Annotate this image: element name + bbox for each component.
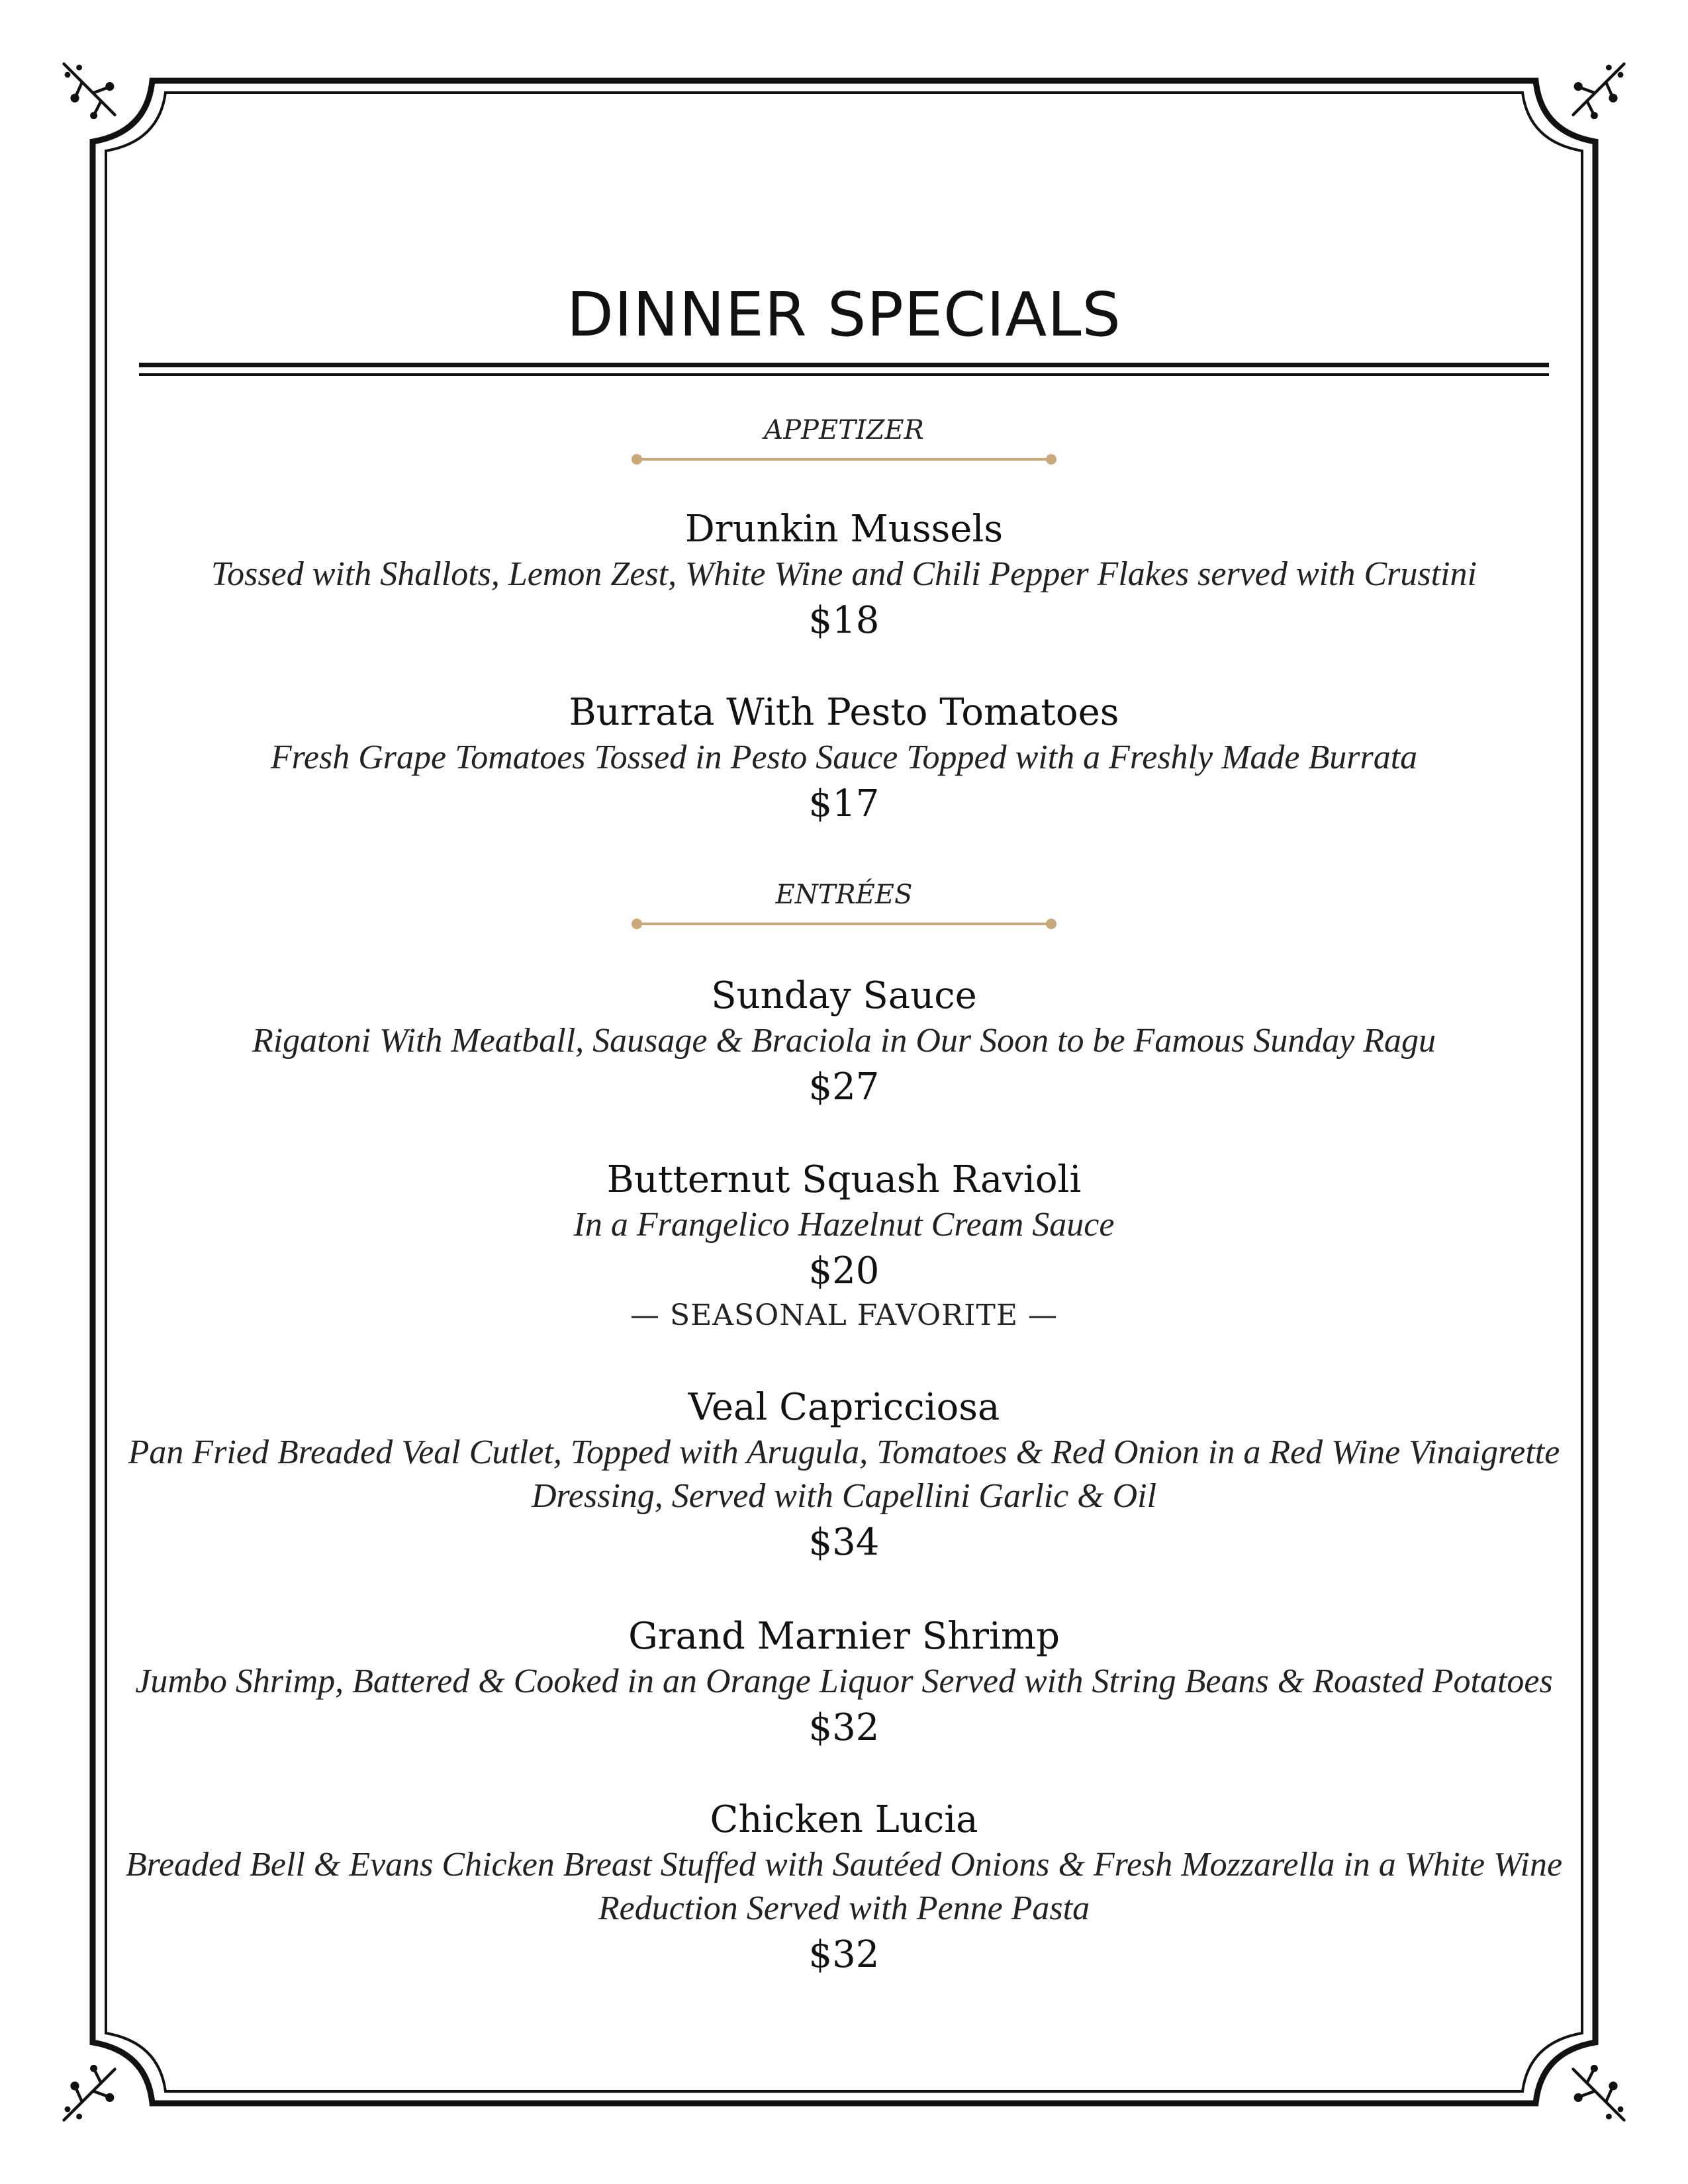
item-price: $17 [808,782,880,825]
item-description: Jumbo Shrimp, Battered & Cooked in an Orange Liquor Served with String Beans & Roasted Potatoes [135,1662,1553,1700]
section-divider [629,916,1059,932]
item-name: Chicken Lucia [710,1798,978,1841]
item-price: $27 [808,1066,880,1109]
menu-item [119,1797,1569,1979]
item-price: $20 [808,1250,880,1293]
item-price: $34 [808,1521,880,1564]
item-description: Pan Fried Breaded Veal Cutlet, Topped with Arugula, Tomatoes & Red Onion in a Red Wine Vinaigrette Dressing, Served with Capellini Garlic & Oil [128,1433,1560,1515]
item-description: In a Frangelico Hazelnut Cream Sauce [573,1206,1115,1244]
menu-item [119,1614,1569,1752]
menu-item [119,690,1569,829]
section-label-appetizer: APPETIZER [764,415,924,445]
menu-item [119,1385,1569,1567]
section-label-entrees: ENTRÉES [775,880,913,910]
item-name: Drunkin Mussels [684,508,1004,551]
menu-item [119,506,1569,645]
section-divider [629,451,1059,467]
item-description: Rigatoni With Meatball, Sausage & Braciola in Our Soon to be Famous Sunday Ragu [252,1022,1436,1060]
floral-sprig-icon [1562,53,1635,126]
item-name: Burrata With Pesto Tomatoes [569,691,1119,734]
page-title: DINNER SPECIALS [567,279,1121,350]
floral-sprig-icon [53,53,126,126]
item-description: Tossed with Shallots, Lemon Zest, White Wine and Chili Pepper Flakes served with Crustini [211,555,1477,593]
floral-sprig-icon [53,2058,126,2131]
item-name: Sunday Sauce [711,974,977,1017]
seasonal-favorite-note: — SEASONAL FAVORITE — [630,1298,1058,1332]
menu-item [119,1157,1569,1336]
item-name: Butternut Squash Ravioli [606,1158,1082,1201]
menu-item [119,973,1569,1112]
item-name: Veal Capricciosa [688,1386,1000,1429]
item-name: Grand Marnier Shrimp [628,1615,1060,1658]
item-description: Fresh Grape Tomatoes Tossed in Pesto Sauce Topped with a Freshly Made Burrata [270,739,1418,776]
title-double-rule [139,363,1549,379]
item-price: $18 [808,599,880,642]
floral-sprig-icon [1562,2058,1635,2131]
item-price: $32 [808,1706,880,1749]
item-price: $32 [808,1933,880,1976]
item-description: Breaded Bell & Evans Chicken Breast Stuffed with Sautéed Onions & Fresh Mozzarella in a White Wine Reduction Served with Penne Pasta [125,1846,1563,1927]
